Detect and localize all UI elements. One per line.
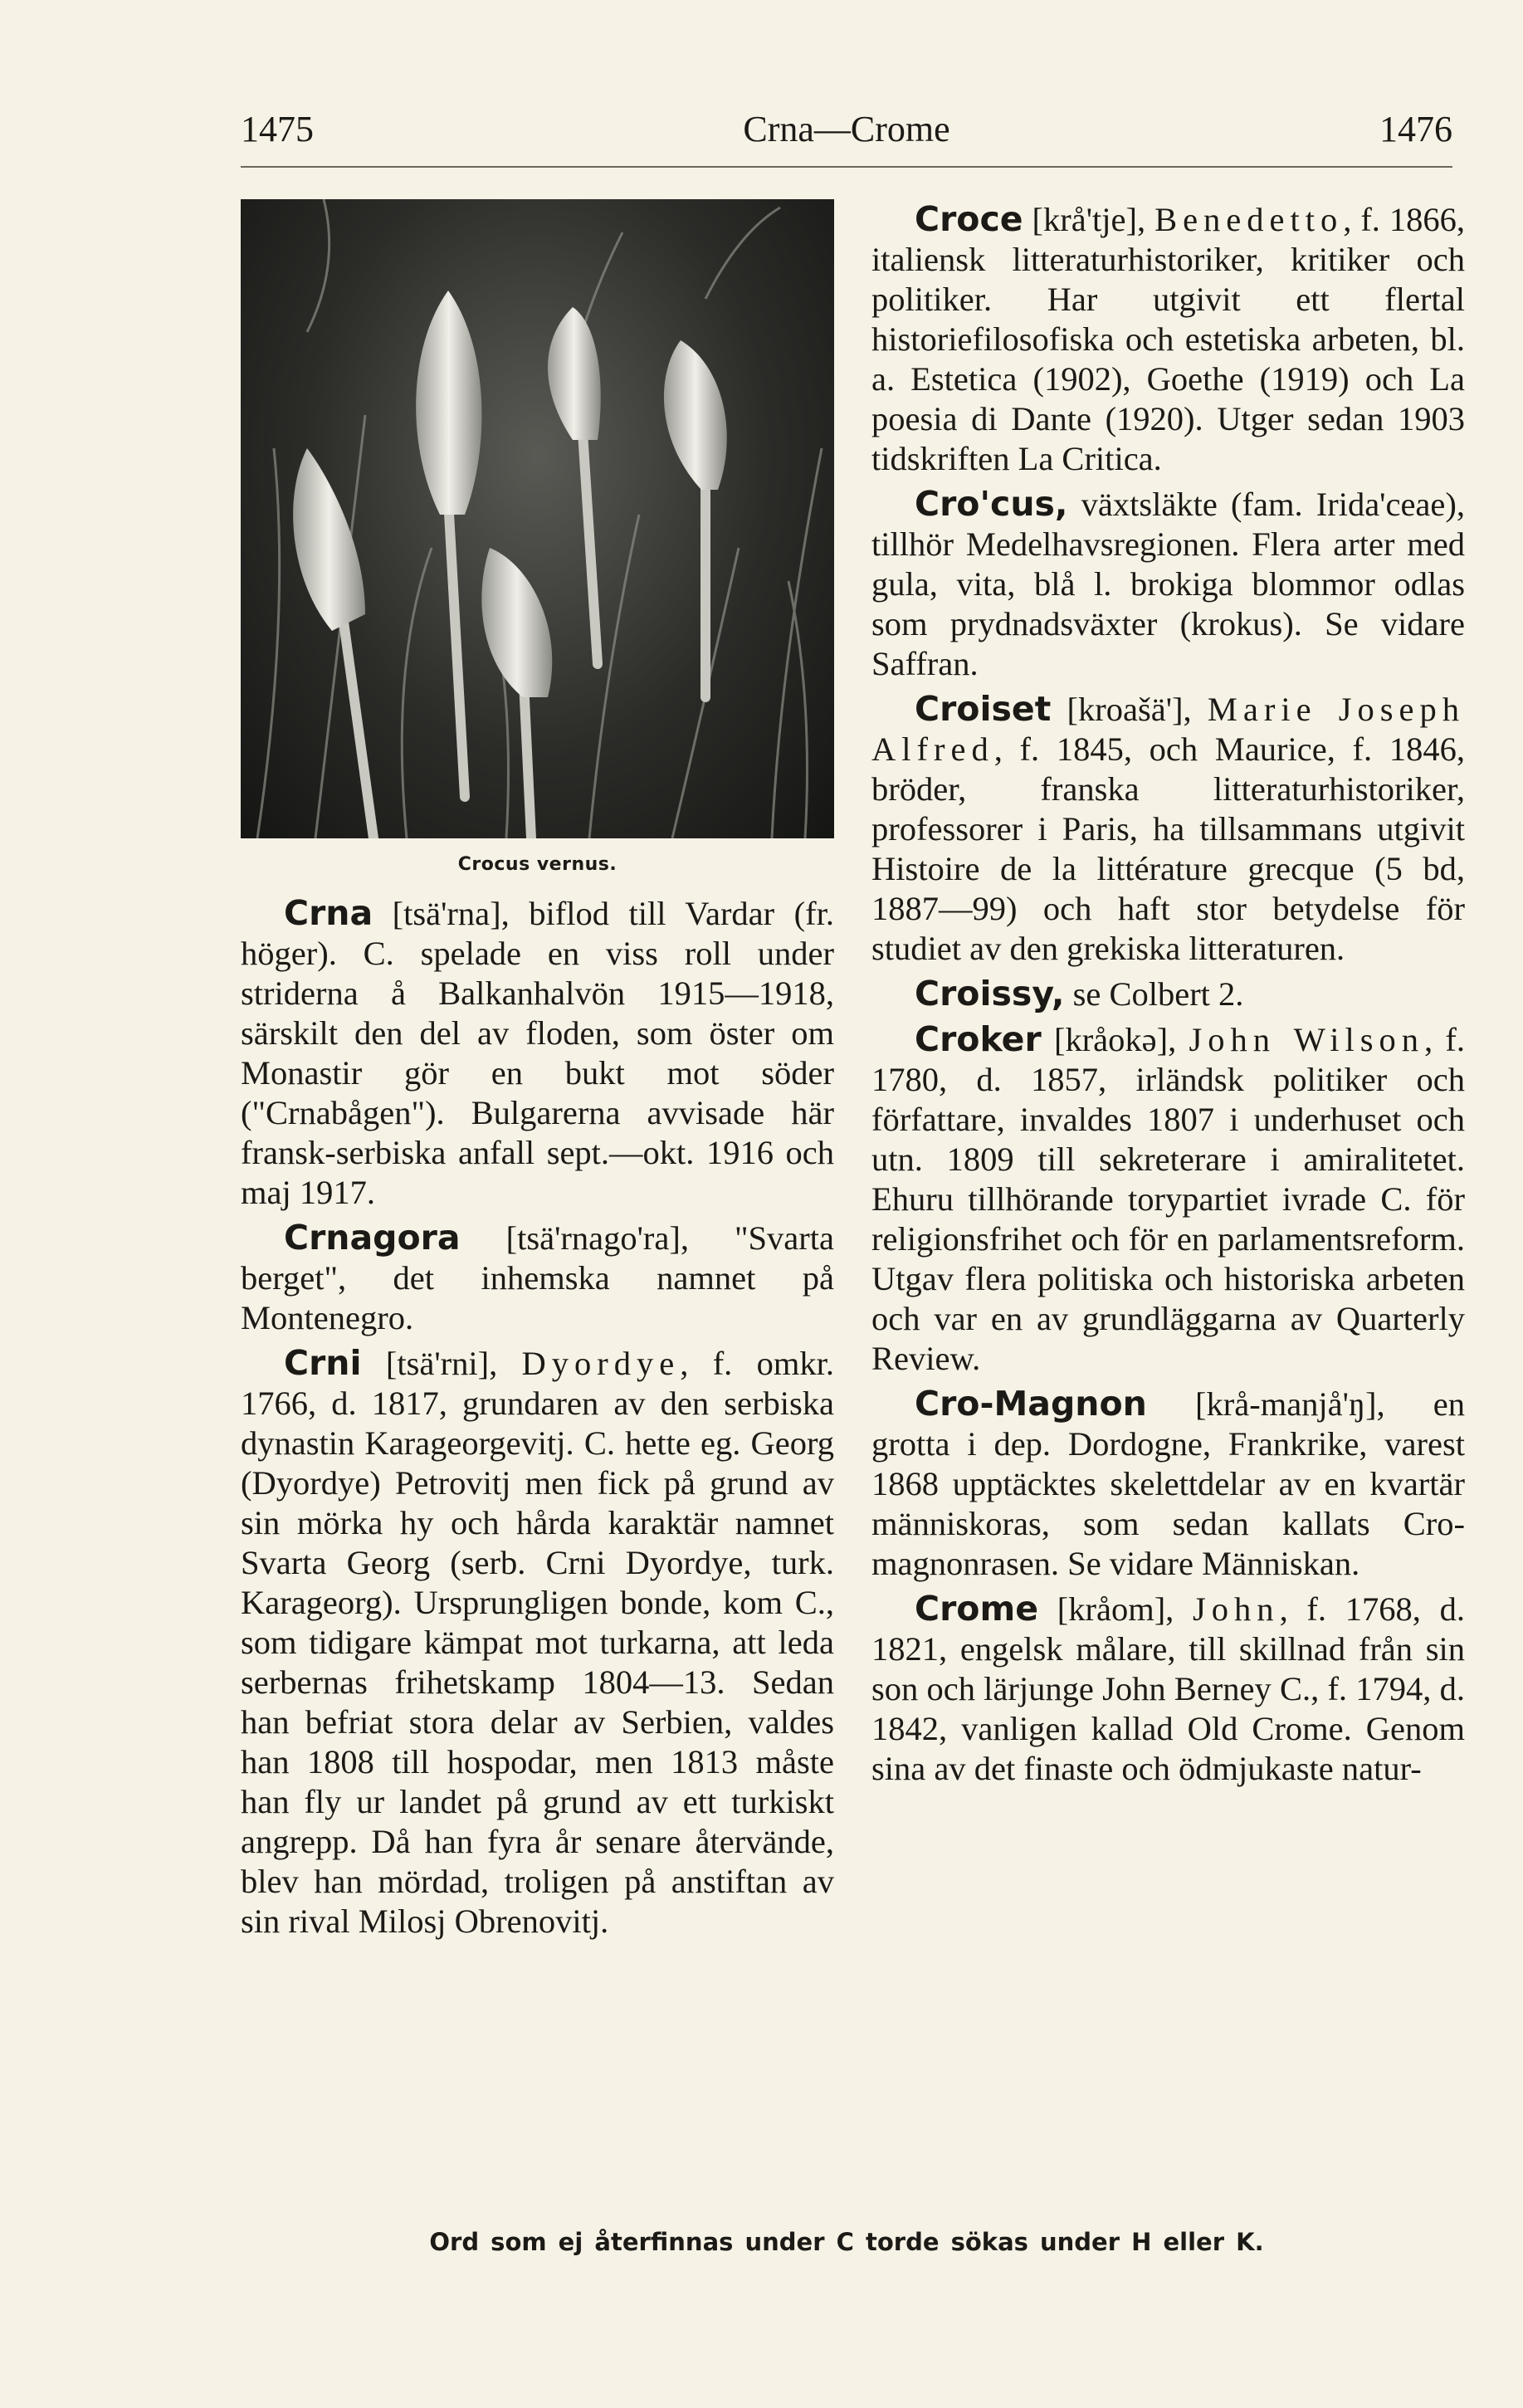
running-title: Crna—Crome (743, 109, 950, 149)
entry-pronunciation (1064, 975, 1072, 1013)
entry-headword: Crome (915, 1589, 1039, 1629)
page-footer-note: Ord som ej återfinnas under C torde sökas under H eller K. (429, 2228, 1264, 2256)
entry-crni (241, 1343, 834, 1942)
crocus-illustration (241, 199, 834, 838)
entry-headword: Croiset (915, 689, 1052, 729)
crocus-photo (241, 199, 834, 838)
entry-pronunciation (1068, 486, 1081, 523)
entry-text: biflod till Vardar (fr. höger). C. spelade en viss roll under striderna å Balkanhalvön 1915—1918, särskilt den del av floden, som öster om Monastir gör en bukt mot söder ("Crnabågen"). Bulgarerna avvisade här fransk-serbiska anfall sept.—okt. 1916 och maj 1917. (241, 895, 834, 1211)
entry-headword: Croker (915, 1019, 1042, 1059)
crocus-figure (241, 199, 834, 885)
entry-spaced-name: John (1193, 1590, 1280, 1628)
entry-croker (871, 1019, 1465, 1379)
entry-pronunciation: [tsä'rni], (361, 1345, 522, 1382)
header-rule (241, 166, 1452, 168)
right-column (871, 199, 1465, 1794)
entry-croissy (871, 974, 1465, 1014)
entry-pronunciation: [krå'tje], (1023, 201, 1155, 238)
entry-headword: Crnagora (284, 1218, 461, 1258)
entry-pronunciation: [kroašä'], (1051, 691, 1208, 728)
entry-text: "Svarta berget", det inhemska namnet på Montenegro. (241, 1219, 834, 1336)
left-column (241, 199, 834, 1946)
entry-text: se Colbert 2. (1072, 975, 1244, 1013)
entry-text: , f. 1780, d. 1857, irländsk politiker och författare, invaldes 1807 i underhuset och utn. 1809 till sekreterare i amiralitetet. Ehuru tillhörande torypartiet ivrade C. för religionsfrihet och för en parlamentsreform. Utgav flera politiska och historiska arbeten och var en av grundläggarna av Quarterly Review. (871, 1021, 1465, 1377)
entry-spaced-name: Benedetto (1154, 201, 1344, 238)
entry-headword: Croce (915, 199, 1023, 239)
entry-crocus (871, 484, 1465, 684)
entry-headword: Cro'cus, (915, 484, 1068, 524)
entry-croce (871, 199, 1465, 479)
page-header (241, 108, 1452, 158)
entry-pronunciation: [kråokə], (1041, 1021, 1189, 1058)
entry-headword: Crni (284, 1343, 362, 1383)
entry-headword: Crna (284, 893, 373, 933)
entry-text: växtsläkte (fam. Irida'ceae), tillhör Medelhavsregionen. Flera arter med gula, vita, blå l. brokiga blommor odlas som prydnadsväxter (krokus). Se vidare Saffran. (871, 486, 1465, 682)
right-page-number: 1476 (1379, 109, 1452, 149)
entry-spaced-name: Marie Joseph Alfred (871, 691, 1465, 768)
entry-text: , f. 1768, d. 1821, engelsk målare, till skillnad från sin son och lärjunge John Berney C., f. 1794, d. 1842, vanligen kallad Old Crome. Genom sina av det finaste och ödmjukaste natur- (871, 1590, 1465, 1787)
entry-pronunciation: [kråom], (1038, 1590, 1194, 1628)
entry-spaced-name: John Wilson (1189, 1021, 1424, 1058)
entry-headword: Croissy, (915, 974, 1065, 1014)
entry-spaced-name: Dyordye (521, 1345, 681, 1382)
left-page-number: 1475 (241, 109, 314, 149)
entry-text: , f. 1866, italiensk litteraturhistoriker, kritiker och politiker. Har utgivit ett flertal historiefilosofiska och estetiska arbeten, bl. a. Estetica (1902), Goethe (1919) och La poesia di Dante (1920). Utger sedan 1903 tidskriften La Critica. (871, 201, 1465, 477)
entry-croiset (871, 689, 1465, 969)
figure-caption: Crocus vernus. (457, 854, 617, 875)
entry-crome (871, 1589, 1465, 1789)
entry-crnagora (241, 1218, 834, 1338)
entry-headword: Cro-Magnon (915, 1384, 1147, 1424)
entry-pronunciation: [krå-manjå'ŋ], (1146, 1385, 1433, 1423)
entry-crna (241, 893, 834, 1213)
entry-text: , f. omkr. 1766, d. 1817, grundaren av den serbiska dynastin Karageorgevitj. C. hette eg. Georg (Dyordye) Petrovitj men fick på grund av sin mörka hy och hårda karaktär namnet Svarta Georg (serb. Crni Dyordye, turk. Karageorg). Ursprungligen bonde, kom C., som tidigare kämpat mot turkarna, att leda serbernas frihetskamp 1804—13. Sedan han befriat stora delar av Serbien, valdes han 1808 till hospodar, men 1813 måste han fly ur landet på grund av ett turkiskt angrepp. Då han fyra år senare återvände, blev han mördad, troligen på anstiftan av sin rival Milosj Obrenovitj. (241, 1345, 834, 1940)
entry-pronunciation: [tsä'rna], (373, 895, 530, 932)
entry-text: en grotta i dep. Dordogne, Frankrike, varest 1868 upptäcktes skelettdelar av en kvartär människoras, som sedan kallats Cro-magnonrasen. Se vidare Människan. (871, 1385, 1465, 1582)
entry-cro-magnon (871, 1384, 1465, 1584)
entry-text: , f. 1845, och Maurice, f. 1846, bröder, franska litteraturhistoriker, professorer i Paris, ha tillsammans utgivit Histoire de la littérature grecque (5 bd, 1887—99) och haft stor betydelse för studiet av den grekiska litteraturen. (871, 730, 1465, 967)
entry-pronunciation: [tsä'rnago'ra], (460, 1219, 735, 1257)
